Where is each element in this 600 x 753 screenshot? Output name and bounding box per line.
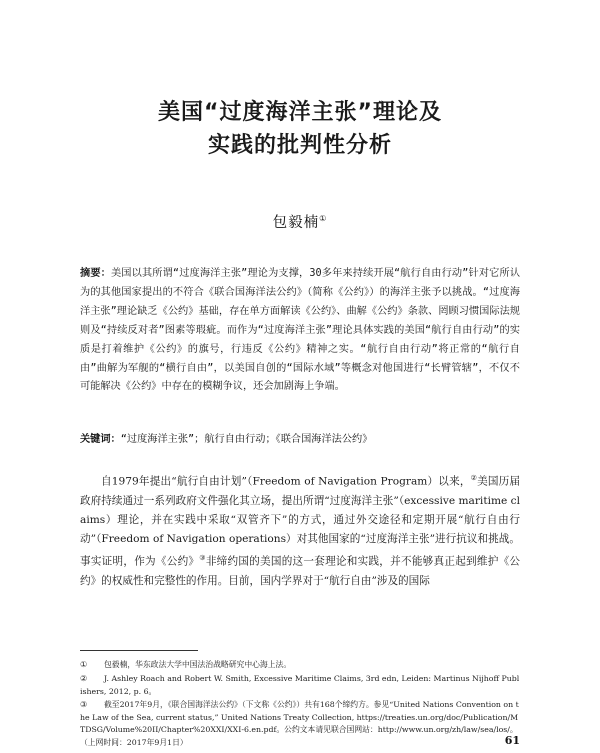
page-number: 61 <box>504 734 520 747</box>
body-text-a: 自1979年提出“航行自由计划”（Freedom of Navigation Program）以来， <box>101 475 471 488</box>
footnote-1 <box>80 659 520 672</box>
body-paragraph <box>80 469 520 591</box>
keywords-label: 关键词： <box>80 434 121 445</box>
author-name: 包毅楠 <box>272 215 320 231</box>
abstract-text: 美国以其所谓“过度海洋主张”理论为支撑，30多年来持续开展“航行自由行动”针对它所认为的其他国家提出的不符合《联合国海洋法公约》（简称《公约》）的海洋主张予以挑战。“过度海洋主张”理论缺乏《公约》基础，存在单方面解读《公约》、曲解《公约》条款、罔顾习惯国际法规则及“持续反对者”图素等瑕疵。而作为“过度海洋主张”理论具体实践的美国“航行自由行动”的实质是打着维护《公约》的旗号，行违反《公约》精神之实。“航行自由行动”将正常的“航行自由”曲解为军舰的“横行自由”，以美国自创的“国际水域”等概念对他国进行“长臂管辖”，不仅不可能解决《公约》中存在的模糊争议，还会加剧海上争端。 <box>80 268 521 393</box>
footnote-text: 包毅楠，华东政法大学中国法治战略研究中心海上法。 <box>104 660 292 669</box>
abstract-label: 摘要： <box>80 268 111 279</box>
keywords-text: “过度海洋主张”；航行自由行动；《联合国海洋法公约》 <box>120 434 373 445</box>
footnote-ref-2: ② <box>470 474 478 482</box>
footnote-divider <box>80 650 198 651</box>
body-text-b: 美国历届政府持续通过一系列政府文件强化其立场，提出所谓“过度海洋主张”（excessive maritime claims）理论，并在实践中采取“双管齐下”的方式，通过外交途径和定期开展“航行自由行动”（Freedom of Navigation operations）对其他国家的“过度海洋主张”进行抗议和挑战。事实证明，作为《公约》 <box>80 475 521 568</box>
footnote-text: 截至2017年9月，《联合国海洋法公约》（下文称《公约》）共有168个缔约方。参见“United Nations Convention on the Law of the Sea, current status,” United Nations Treaty Collection, https://treaties.un.org/doc/Publication/MTDSG/Volume%20II/Chapter%20XXI/XXI-6.en.pdf。公约文本请见联合国网站：http://www.un.org/zh/law/sea/los/。（上网时间：2017年9月1日） <box>80 700 519 748</box>
article-title-line-2: 实践的批判性分析 <box>207 133 392 158</box>
footnote-mark: ② <box>80 674 87 683</box>
footnote-ref-3: ③ <box>199 553 206 562</box>
footnote-3 <box>80 699 520 750</box>
body-text-c: 非缔约国的美国的这一套理论和实践，并不能够真正起到维护《公约》的权威性和完整性的作用。目前，国内学界对于“航行自由”涉及的国际 <box>80 555 521 587</box>
footnote-2 <box>80 673 520 698</box>
article-title-line-1: 美国“过度海洋主张”理论及 <box>158 100 442 125</box>
footnote-text: J. Ashley Roach and Robert W. Smith, Excessive Maritime Claims, 3rd edn, Leiden: Martinus Nijhoff Publishers, 2012, p. 6。 <box>80 674 520 696</box>
author <box>0 211 600 232</box>
author-note-ref: ① <box>319 214 328 224</box>
footnote-mark: ③ <box>80 700 87 709</box>
footnote-mark: ① <box>80 660 87 669</box>
abstract <box>80 265 520 397</box>
keywords <box>80 432 520 448</box>
